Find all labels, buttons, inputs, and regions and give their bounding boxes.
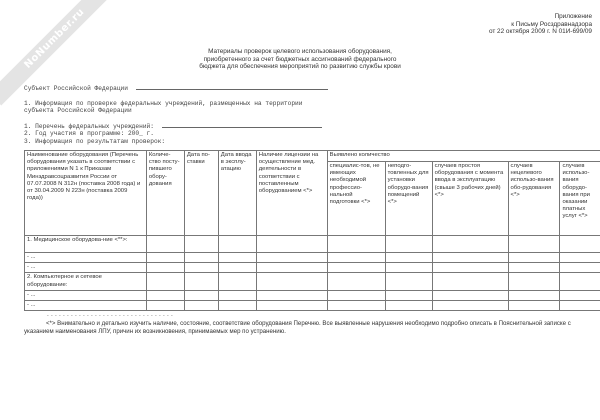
title-line-2: приобретенного за счет бюджетных ассигнований федерального	[203, 55, 397, 63]
section1-heading-line-2: субъекта Российской Федерации	[24, 107, 132, 115]
appendix-line-2: к Письму Росздравнадзора	[511, 20, 592, 28]
header-unprepared-premises: неподго-товленных для установки оборудо-вания помещений <*>	[385, 162, 432, 236]
item-institutions-list	[24, 121, 322, 130]
item-institutions-label: 1. Перечень федеральных учреждений:	[24, 123, 154, 130]
header-unqualified-staff: специалис-тов, не имеющих необходимой профессио-нальной подготовки <*>	[327, 162, 385, 236]
appendix-block	[489, 13, 592, 36]
title-line-1: Материалы проверок целевого использования оборудования,	[208, 48, 392, 55]
table-row	[25, 273, 600, 290]
table-header-row	[25, 151, 600, 162]
appendix-line-3: от 22 октября 2009 г. N 01И-699/09	[488, 28, 592, 36]
institutions-blank-line	[162, 121, 322, 128]
subject-label: Субъект Российской Федерации	[24, 85, 128, 92]
table-row	[25, 290, 600, 300]
item-program-year: 2. Год участия в программе: 200_ г.	[24, 130, 154, 138]
row-label: - ...	[25, 263, 147, 273]
table-row	[25, 263, 600, 273]
subject-field	[24, 83, 328, 92]
row-label: - ...	[25, 290, 147, 300]
footnote-separator: --------------------------------	[46, 312, 175, 319]
section1-heading-line-1: 1. Информация по проверке федеральных учреждений, размещенных на территории	[24, 100, 303, 107]
header-equipment-name: Наименование оборудования (Перечень оборудования указать в соответствии с приложениями N 1 к Приказам Минздравсоцразвития России от 07.07.2008 N 312н (поставка 2008 года) и от 30.04.2009 N 223н (поставка 2009 года))	[25, 151, 147, 236]
row-label: - ...	[25, 253, 147, 263]
item-results-info: 3. Информация по результатам проверок:	[24, 137, 166, 145]
header-quantity: Количе-ство посту-пившего обору-дования	[146, 151, 184, 236]
row-label: - ...	[25, 301, 147, 311]
header-license: Наличие лицензии на осуществление мед. деятельности в соответствии с поставленным оборудованием <*>	[256, 151, 327, 236]
header-paid-services-cases: случаев использо-вания оборудо-вания при оказании платных услуг <*>	[560, 162, 600, 236]
section1-items	[24, 121, 322, 145]
header-delivery-date: Дата по-ставки	[184, 151, 218, 236]
document-title	[150, 48, 450, 71]
row-label: 2. Компьютерное и сетевое оборудование:	[25, 273, 147, 290]
appendix-line-1: Приложение	[554, 13, 592, 20]
header-misuse-cases: случаев нецелевого использо-вания обо-рудования <*>	[508, 162, 560, 236]
footnote-text: <*> Внимательно и детально изучить наличие, состояние, соответствие оборудования Перечню. Все выявленные нарушения необходимо подробно описать в Пояснительной записке с указанием наименования ЛПУ, причин их возникновения, принимаемых мер по устранению.	[24, 320, 571, 335]
header-found-group: Выявлено количество	[327, 151, 600, 162]
row-label: 1. Медицинское оборудова-ние <**>:	[25, 236, 147, 253]
section1-heading	[24, 100, 302, 115]
subject-blank-line	[136, 83, 328, 90]
header-commission-date: Дата ввода в эксплу-атацию	[218, 151, 256, 236]
watermark: NoNumber.ru	[0, 0, 121, 105]
table-row	[25, 236, 600, 253]
footnote	[24, 320, 584, 336]
table-row	[25, 253, 600, 263]
inspection-results-table	[24, 150, 600, 311]
table-row	[25, 301, 600, 311]
title-line-3: бюджета для обеспечения мероприятий по развитию службы крови	[199, 63, 401, 71]
header-downtime-cases: случаев простоя оборудования с момента ввода в эксплуатацию (свыше 3 рабочих дней) <*>	[432, 162, 508, 236]
